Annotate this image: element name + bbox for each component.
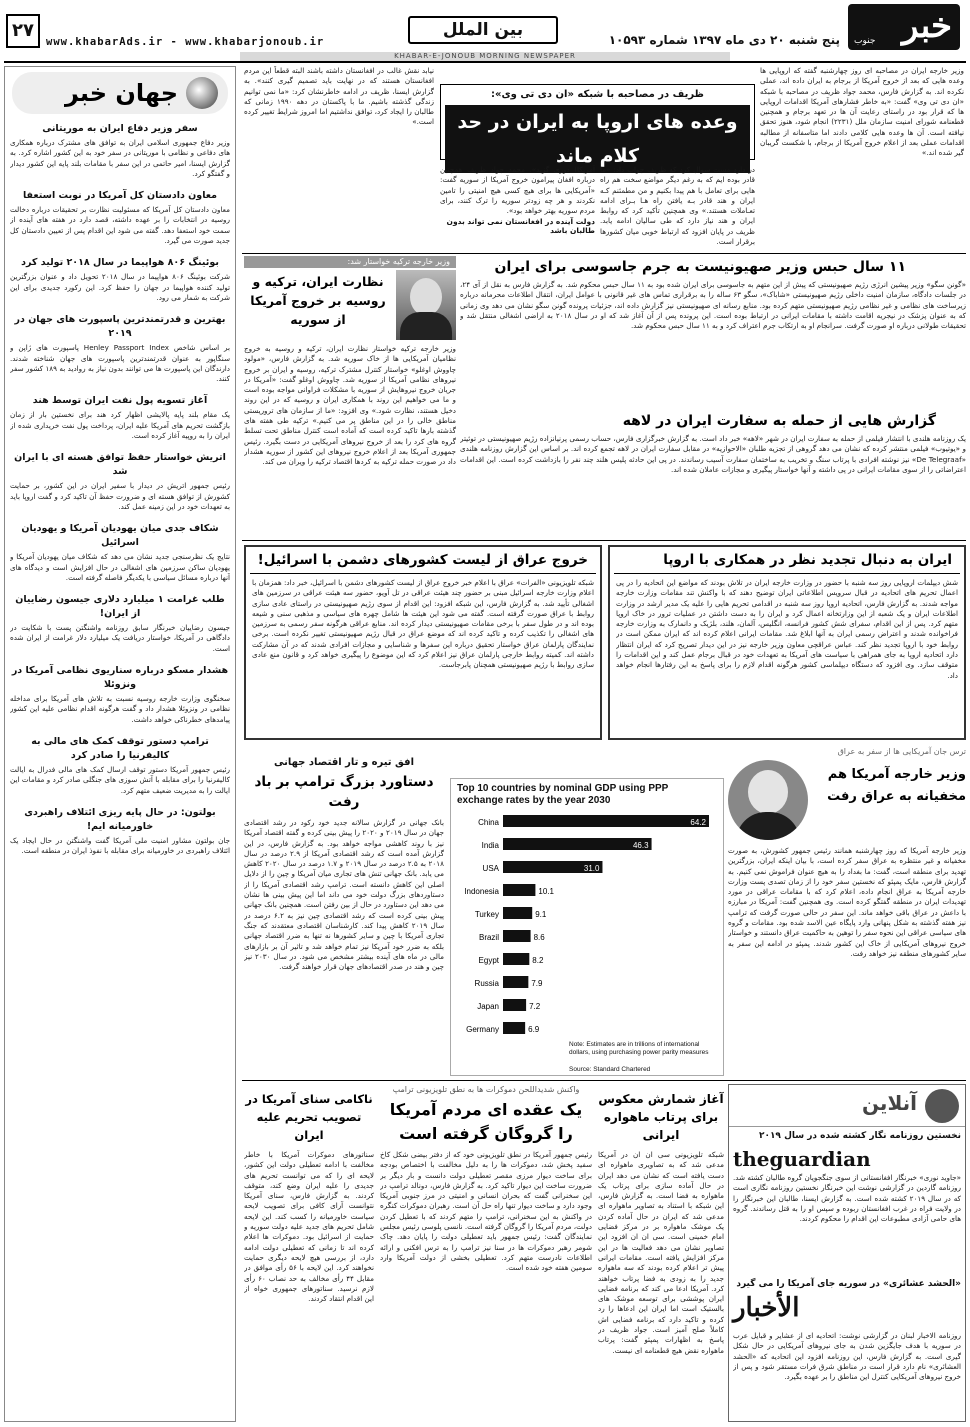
- pompeo-body: وزیر خارجه آمریکا که روز چهارشنبه همانند رئیس جمهور کشورش، به صورت مخفیانه و غیر منتظره به عراق سفر کرده است، با بیان اینکه ایران، بزرگترین تهدید برای منطقه است، گفت: ما بغداد را به هیچ عنوان فراموش نمی کنیم. به گزارش فارس، مایک پمپئو که نخستین سفر خود را از زمان تصدی پست وزارت خارجه آمریکا به عراق انجام داده، اعلام کرد که با مقامات عراقی در مورد تهدیدات ایران در منطقه گفتگو کرده است. وی همچنین گفت: آمریکا در مبارزه با داعش در عراق باقی خواهد ماند. این سفر در حالی صورت گرفت که ترامپ نیز هفته گذشته به شکل پنهانی وارد پایگاه عین الاسد شده بود. مقامات و گروه های سیاسی عراقی این نحوه سفر را توهین به حاکمیت عراق دانستند و خواستار خروج نیروهای آمریکایی از خاک این کشور شدند. پمپئو در ادامه این سفر به سایر کشورهای منطقه نیز خواهد رفت.: [728, 846, 966, 958]
- online-title: آنلاین: [861, 1091, 917, 1115]
- trump-kicker: واکنش شدیداللحن دموکرات ها به نطق تلویزیونی ترامپ: [392, 1085, 580, 1094]
- chart-category-label: Japan: [477, 1002, 499, 1011]
- senate-body: سناتورهای دموکرات آمریکا با خاطر مخالفت با ادامه تعطیلی دولت این کشور، لایحه ای را که می توانست تحریم های جدیدی را علیه ایران وضع کند، متوقف کردند. به گزارش فارس، سنای آمریکا نتوانست آرای کافی برای تصویب لایحه سیاست خاورمیانه را کسب کند. این لایحه شامل تحریم های جدید علیه دولت سوریه و حمایت از اسرائیل بود. دموکرات ها اعلام کرده اند تا زمانی که تعطیلی دولت ادامه دارد، از بررسی هیچ لایحه دیگری حمایت نخواهند کرد. این لایحه با ۵۶ رأی موافق در مقابل ۴۴ رأی مخالف به حد نصاب ۶۰ رأی لازم نرسید. سناتورهای جمهوری خواه از این اقدام انتقاد کردند.: [244, 1150, 374, 1304]
- pompeo-story: [728, 746, 966, 1074]
- sidebar-item-title: آغاز تسویه پول نفت ایران توسط هند: [32, 395, 208, 407]
- senate-title: ناکامی سنای آمریکا در تصویب تحریم علیه ایران: [245, 1092, 373, 1142]
- sidebar-item-body: رئیس جمهور آمریکا دستور توقف ارسال کمک های مالی فدرال به ایالت کالیفرنیا را برای مقابله با آتش سوزی های جنگلی صادر کرد و مقامات این ایالت را به مدیریت ضعیف متهم کرد.: [10, 764, 230, 795]
- lead-body-3-wrap: [440, 165, 595, 251]
- akhbar-logo: الأخبار: [733, 1293, 800, 1323]
- chart-bar: [503, 1022, 525, 1034]
- lead-col1: [760, 66, 964, 251]
- chart-note: Note: Estimates are in trillions of international dollars, using purchasing power parity measures: [569, 1041, 709, 1056]
- chart-category-label: Russia: [474, 979, 499, 988]
- page-number-text: ۲۷: [12, 20, 34, 41]
- spy-title: ۱۱ سال حبس وزیر صهیونیست به جرم جاسوسی برای ایران: [494, 259, 906, 275]
- sidebar-item-title: سفر وزیر دفاع ایران به موریتانی: [42, 123, 198, 134]
- reports-title: گزارش هایی از حمله به سفارت ایران در لاهه: [622, 413, 936, 429]
- satellite-body: شبکه تلویزیونی سی ان ان در آمریکا مدعی شد که به تصاویری ماهواره ای دست یافته است که نشان می دهد ایران در حال آماده سازی برای پرتاب یک ماهواره به فضا است. به گزارش فارس، این شبکه با استناد به تصاویر ماهواره ای مدعی شد که ایران در حال آماده کردن یک موشک ماهواره بر در مرکز فضایی امام خمینی است. سی ان ان افزود این تصاویر نشان می دهد فعالیت ها در این مرکز افزایش یافته است. مقامات ایرانی پیش تر اعلام کرده بودند که سه ماهواره جدید را به زودی به فضا پرتاب خواهند کرد. آمریکا ادعا می کند که برنامه فضایی ایران پوششی برای توسعه موشک های بالستیک است اما ایران این ادعاها را رد کرده و تاکید دارد که برنامه فضایی اش کاملاً صلح آمیز است. جواد ظریف در پاسخ به اظهارات پمپئو گفت: پرتاب ماهواره نقض هیچ قطعنامه ای نیست.: [598, 1150, 724, 1355]
- chart-category-label: USA: [482, 864, 499, 873]
- online-item2-title: «الحشد عشائری» در سوریه جای آمریکا را می گیرد: [736, 1279, 961, 1289]
- sidebar-item-body: جان بولتون مشاور امنیت ملی آمریکا گفت واشنگتن در حال ایجاد یک ائتلاف راهبردی در خاورمیانه برای مقابله با نفوذ ایران در منطقه است.: [10, 835, 230, 856]
- europe-title: ایران به دنبال تجدید نظر در همکاری با اروپا: [614, 547, 960, 574]
- sidebar-item-title: بوئینگ ۸۰۶ هواپیما در سال ۲۰۱۸ تولید کرد: [21, 257, 219, 269]
- chart-category-label: Egypt: [478, 956, 499, 965]
- economy-story: [244, 746, 444, 1074]
- english-strip: [240, 52, 730, 61]
- europe-story: [608, 545, 966, 740]
- sidebar-item-title: اتریش خواستار حفظ توافق هسته ای با ایران شد: [14, 452, 226, 478]
- sidebar-header: [12, 72, 228, 114]
- chart-value-label: 7.9: [531, 979, 543, 988]
- chart-source: Source: Standard Chartered: [569, 1066, 651, 1073]
- chart-category-label: China: [478, 818, 499, 827]
- chart-value-label: 9.1: [535, 910, 547, 919]
- trump-title: یک عقده ای مردم آمریکا را گروگان گرفته است: [389, 1100, 583, 1143]
- bottom-article-2: [380, 1084, 592, 1422]
- reports-body: یک روزنامه هلندی با انتشار فیلمی از حمله به سفارت ایران در شهر «لاهه» خبر داد است. به گزارش خبرگزاری فارس، حساب رسمی پرنیانزاده رژیم صهیونیستی در توئیتر و «یوتیوب» فیلمی منتشر کرده که نشان می دهد گروهی از تجزیه طلبان «الاحوازیه» در مقابل سفارت ایران در لاهه تجمع کرده اند. بر اساس این گزارش روزنامه هلندی «De Telegraaf» نیز نوشته افرادی با پرتاب سنگ و تخریب به ساختمان سفارت آسیب رساندند. در پی این حادثه پلیس هلند چند نفر را بازداشت کرده است. این اقدامات اعتراضاتی را از سوی مقامات ایرانی در پی داشته و آنها خواستار پیگیری و مجازات عاملان شده اند.: [460, 434, 966, 474]
- trump-body: رئیس جمهور آمریکا در نطق تلویزیونی خود که از دفتر بیضی شکل کاخ سفید پخش شد، دموکرات ها را به دلیل مخالفت با اختصاص بودجه برای ساخت دیوار مرزی مقصر تعطیلی دولت دانست و بار دیگر بر ضرورت ساخت این دیوار تاکید کرد. به گزارش فارس، دونالد ترامپ در این سخنرانی گفت که بحران انسانی و امنیتی در مرز جنوبی آمریکا وجود دارد و ساخت دیوار تنها راه حل آن است. رهبران دموکرات کنگره در واکنش به این سخنرانی، ترامپ را متهم کردند که با تعطیل کردن دولت، مردم آمریکا را گروگان گرفته است. نانسی پلوسی رئیس مجلس نمایندگان گفت: رئیس جمهور باید تعطیلی دولت را پایان دهد. چاک شومر رهبر دموکرات ها در سنا نیز ترامپ را به ترس افکنی و ارائه اطلاعات نادرست متهم کرد. تعطیلی بخشی از دولت آمریکا وارد سومین هفته خود شده است.: [380, 1150, 592, 1273]
- chart-bar: [503, 838, 652, 850]
- sidebar-item-body: بر اساس شاخص Henley Passport Index پاسپورت های ژاپن و سنگاپور به عنوان قدرتمندترین پاسپورت های جهان شناخته شدند. دارندگان این پاسپورت ها می توانند بدون نیاز به روادید به ۱۸۹ کشور سفر کنند.: [10, 343, 230, 384]
- spy-body: «گونن سگو» وزیر پیشین انرژی رژیم صهیونیستی که پیش از این متهم به جاسوسی برای ایران شده بود به ۱۱ سال حبس محکوم شد. به گزارش فارس به نقل از آی ۲۴، در جلسات دادگاه، سازمان امنیت داخلی رژیم صهیونیستی «شاباک»، سگو ۶۳ ساله را به برقراری تماس های غیر قانونی با عوامل ایران، انتقال اطلاعات محرمانه درباره زیرساخت های نظامی و غیر نظامی رژیم صهیونیستی متهم کرده بود. منابع رسانه ای صهیونیستی نیز گزارش داده اند، جزئیات پرونده گونن سگو نشان می دهد وی زمانی که به عنوان پزشک در نیجریه اقامت داشته با مقامات ایرانی در ارتباط بوده است. این پرونده پس از آن آغاز شد که او در سال ۲۰۱۸ به اراضی اشغالی منتقل شد و تحقیقات طولانی درباره او صورت گرفت. سرانجام او به ارتکاب جرم اعتراف کرد و به ۱۱ سال حبس محکوم شد.: [460, 280, 966, 331]
- chart-category-label: Indonesia: [464, 887, 499, 896]
- chart-bar: [503, 999, 526, 1011]
- newspaper-logo: [848, 4, 960, 50]
- online-item1-body: «جاوید نوری» خبرنگار افغانستانی از سوی جنگجویان گروه طالبان کشته شد. روزنامه گاردین در گزارشی نوشت این خبرنگار نخستین روزنامه نگاری است که در سال ۲۰۱۹ کشته شده است. به گزارش ایسنا، طالبان این خبرنگار را در ولایت فراه در غرب افغانستان ربوده و سپس او را به قتل رساندند. گروه های حامی آزادی مطبوعات این اقدام را محکوم کردند.: [733, 1173, 961, 1224]
- chart-value-label: 7.2: [529, 1002, 541, 1011]
- online-panel: [728, 1084, 966, 1422]
- lead-body-3: آمریکا) دوری گزید». محمد جواد ظریف همچنین درباره افغان پیرامون خروج آمریکا از سوریه گفت: «آمریکایی ها برای هیچ کسی هیچ امنیتی را تامین نکردند و هر چه زودتر سوریه را ترک کنند، برای مردم سوریه بهتر خواهد بود».: [440, 165, 595, 215]
- sidebar-item-body: یک مقام بلند پایه پالایشی اظهار کرد هند برای نخستین بار از زمان بازگشت تحریم های آمریکا علیه ایران، پرداخت پول نفت خریداری شده از ایران را به روپیه آغاز کرده است.: [10, 410, 230, 441]
- lead-kicker: ظریف در مصاحبه با شبکه «ان دی تی وی»:: [491, 89, 704, 100]
- economy-title: دستاورد بزرگ ترامپ بر باد رفت: [254, 774, 434, 810]
- sidebar-item-body: رئیس جمهور اتریش در دیدار با سفیر ایران در این کشور، بر حمایت کشورش از توافق هسته ای و ضرورت حفظ آن تاکید کرد و گفت اروپا باید به تعهدات خود در این زمینه عمل کند.: [10, 481, 230, 511]
- chart-bar: [503, 930, 531, 942]
- pompeo-kicker: ترس جان آمریکایی ها از سفر به عراق: [837, 747, 966, 756]
- chart-category-label: Brazil: [478, 933, 499, 942]
- chart-value-label: 8.2: [532, 956, 544, 965]
- sidebar-content: [10, 120, 230, 1418]
- chart-bar: [503, 953, 529, 965]
- pompeo-title: وزیر خارجه آمریکا هم مخفیانه به عراق رفت: [827, 767, 966, 804]
- chart-value-label: 46.3: [632, 841, 649, 850]
- chart-title: Top 10 countries by nominal GDP using PPP exchange rates by the year 2030: [457, 783, 669, 806]
- chart-value-label: 31.0: [583, 864, 600, 873]
- reports-story: [460, 410, 966, 538]
- section-title: [408, 16, 558, 44]
- turkey-body: وزیر خارجه ترکیه خواستار نظارت ایران، ترکیه و روسیه به خروج نظامیان آمریکایی ها از خاک سوریه شد. به گزارش فارس، «مولود چاووش اوغلو» خواستار کنترل مشترک ترکیه، روسیه و ایران بر خروج نیروهای نظامی آمریکا از سوریه شد. چاووش اوغلو گفت: «آمریکا در جریان خروج نیروهایش از سوریه با مشکلات فراوانی مواجه بوده است و ما می خواهیم این روند با همکاری ایران و روسیه که در این روند دخیل هستند، نظارت شود.» وی افزود: «ما از سازمان های تروریستی مناطق خالی را در این مناطق پر می کنیم.» ترکیه طی هفته های گذشته بارها تاکید کرده است که آماده است کنترل مناطق تحت تسلط گروه های کرد را بعد از خروج نیروهای آمریکایی در دست بگیرد. رئیس جمهوری آمریکا بعد از اعلام خروج نیروهای این کشور از سوریه هشدار داد در صورت حمله ترکیه به کردها اقتصاد ترکیه را ویران می کند.: [244, 344, 456, 467]
- cavusoglu-photo: [396, 270, 456, 340]
- logo-text: خبر: [901, 6, 952, 46]
- lead-title: وعده های اروپا به ایران در حد کلام ماند: [445, 105, 750, 173]
- online-item2-body: روزنامه الاخبار لبنان در گزارشی نوشت: اتحادیه ای از عشایر و قبایل عرب در سوریه با هدف جایگزین شدن به جای نیروهای آمریکایی در حال شکل گیری است. به گزارش فارس، این روزنامه افزود این اتحادیه که «الحشد العشائری» نام دارد قرار است در مناطق شرق فرات مستقر شود و پس از خروج نیروهای آمریکایی کنترل این مناطق را بر عهده بگیرد.: [733, 1331, 961, 1382]
- chart-bar: [503, 884, 535, 896]
- online-logo-icon: [925, 1089, 959, 1123]
- sidebar-item-body: نتایج یک نظرسنجی جدید نشان می دهد که شکاف میان یهودیان آمریکا و یهودیان ساکن سرزمین های اشغالی در حال افزایش است و دیدگاه های آنها درباره مسائل سیاسی با یکدیگر فاصله گرفته است.: [10, 552, 230, 582]
- sidebar-item-body: جیسون رضاییان خبرنگار سابق روزنامه واشنگتن پست با شکایت در دادگاهی در آمریکا، خواستار دریافت یک میلیارد دلار غرامت از ایران شده است.: [10, 623, 230, 653]
- lead-headline-box: [440, 84, 755, 167]
- sidebar-item-body: شرکت بوئینگ ۸۰۶ هواپیما در سال ۲۰۱۸ تحویل داد و عنوان بزرگترین تولید کننده هواپیما در جهان را حفظ کرد. این رکورد جدیدی برای این شرکت به شمار می رود.: [10, 272, 230, 302]
- turkey-story: [244, 256, 456, 538]
- logo-subtext: جنوب: [854, 36, 876, 46]
- site-urls[interactable]: www.khabarAds.ir - www.khabarjonoub.ir: [46, 36, 325, 48]
- iraq-title: خروج عراق از لیست کشورهای دشمن با اسرائیل!: [250, 547, 596, 574]
- lead-body-2: در دارد مست سوال کرد که ظریف جواب داد: «ما قادر بوده ایم که به رغم دیگر مواضع سخت هم راه هایی برای تعامل با هم پیدا بکنیم و من مطمئنم کـه ایران و هند قادر بـه یافتن راه هـا بـرای ادامه تعـاملات هستند.» وی همچنین تأکید کرد که روابط ایران و هند نیاز دارد که طی سالیان ادامه یابد. ظریف در پایان افزود که ارتباط خوبی میان کشورها برقرار است.: [600, 165, 755, 247]
- sidebar-item-title: ترامپ دستور توقف کمک های مالی به کالیفرنیا را صادر کرد: [31, 735, 209, 761]
- guardian-logo: theguardian: [733, 1147, 871, 1171]
- chart-value-label: 6.9: [528, 1025, 540, 1034]
- lead-subhead: دولت آینده در افغانستان نمی تواند بدون طالبان باشد: [446, 217, 595, 235]
- sidebar-item-body: معاون دادستان کل آمریکا که مسئولیت نظارت بر تحقیقات درباره دخالت روسیه در انتخابات را بر عهده داشته، قصد دارد در هفته های آینده از سمت خود استعفا دهد. گفته می شود این اقدام پس از تعیین دادستان کل جدید صورت می گیرد.: [10, 205, 230, 246]
- sidebar-item-title: شکاف جدی میان یهودیان آمریکا و یهودیان اسرائیل: [21, 523, 219, 549]
- sidebar-item-body: وزیر دفاع جمهوری اسلامی ایران به توافق های مشترک درباره همکاری های دفاعی و نظامی با موریتانی در سفر خود به این کشور اشاره کرد. به گزارش ایسنا، امیر حاتمی در این سفر با مقامات بلند پایه این کشور دیدار و گفتگو کرد.: [10, 138, 230, 178]
- english-name: KHABAR-E-JONOUB MORNING NEWSPAPER: [394, 52, 576, 60]
- chart-svg: [451, 811, 723, 1047]
- lead-rule: [242, 253, 966, 254]
- lower-rule: [242, 1080, 966, 1081]
- gdp-chart: [450, 778, 724, 1076]
- pompeo-photo: [728, 760, 808, 840]
- sidebar-item-title: هشدار مسکو درباره سناریوی نظامی آمریکا در ونزوئلا: [11, 665, 229, 691]
- chart-value-label: 10.1: [538, 887, 554, 896]
- section-title-text: بین الملل: [442, 20, 524, 40]
- masthead: [0, 0, 970, 60]
- economy-body: بانک جهانی در گزارش سالانه جدید خود رکود در رشد اقتصادی جهان در سال ۲۰۱۹ و ۲۰۲۰ را پیش بینی کرده و گفته اقتصاد آمریکا نیز با روند کاهشی مواجه خواهد بود. به گزارش فارس، در این گزارش آمده است که رشد اقتصادی آمریکا از ۲.۹ درصد در سال ۲۰۱۸ به ۲.۵ درصد در سال ۲۰۱۹ و ۱.۷ درصد در سال ۲۰۲۰ کاهش می یابد. بانک جهانی تنش های تجاری میان آمریکا و چین را از دلایل اصلی این کاهش دانسته است. ترامپ رشد اقتصادی آمریکا را از دستاوردهای بزرگ دولت خود می داند اما این پیش بینی ها نشان می دهد این دستاورد در حال از بین رفتن است. همچنین بانک جهانی پیش بینی کرده است که رشد اقتصادی چین نیز به ۶.۲ درصد در سال ۲۰۱۹ کاهش پیدا کند. کارشناسان اقتصادی معتقدند که جنگ تجاری آمریکا با چین و سایر کشورها نه تنها به ضرر اقتصاد جهانی بلکه به ضرر خود آمریکا نیز تمام خواهد شد و تاثیر آن بر بازارهای مالی در ماه های آینده بیشتر مشخص می شود. در سال ۲۰۳۰ نیز چین و هند در صدر اقتصادهای جهان قرار خواهند گرفت.: [244, 818, 444, 972]
- chart-category-label: India: [481, 841, 499, 850]
- sidebar-item-title: طلب غرامت ۱ میلیارد دلاری جیسون رضاییان از ایران!: [15, 594, 225, 620]
- chart-bar: [503, 907, 532, 919]
- satellite-title: آغاز شمارش معکوس برای پرتاب ماهواره ایرانی: [598, 1092, 724, 1142]
- online-item1-title: نخستین روزنامه نگار کشته شده در سال ۲۰۱۹: [758, 1131, 961, 1141]
- bottom-article-1: [598, 1084, 724, 1422]
- masthead-rule: [4, 61, 966, 63]
- chart-category-label: Turkey: [474, 910, 499, 919]
- sidebar-item-title: بهترین و قدرتمندترین پاسپورت های جهان در ۲۰۱۹: [14, 314, 226, 340]
- europe-body: شش دیپلمات اروپایی روز سه شنبه با حضور در وزارت خارجه ایران در تلاش بودند که مواضع این اتحادیه را در پی اعمال تحریم های اتحادیه در قبال سرویس اطلاعاتی ایران توضیح دهند که با واکنش تند مقامات وزارت خارجه مواجه شدند. به گزارش فارس، اتحادیه اروپا روز سه شنبه در اقدامی تحریم هایی را علیه یک مدیر ارشد در وزارت اطلاعات ایران و یک شعبه از این وزارتخانه اعمال کرد و ایران را به دست داشتن در عملیات ترور در خاک اروپا متهم کرد. پس از این اقدام، سفرای شش کشور فرانسه، انگلیس، آلمان، هلند، بلژیک و دانمارک به وزارت خارجه فراخوانده شدند و اعتراض رسمی ایران به آنها ابلاغ شد. مقامات ایرانی اعلام کرده اند که ایران ممکن است در روابط خود با اروپا تجدید نظر کند. عباس عراقچی معاون وزیر خارجه نیز در این دیدار تصریح کرد که ایران انتظار دارد اتحادیه اروپا به جای همراهی با سیاست های آمریکا به تعهدات خود در قبال برجام عمل کند و این اقدامات را متوقف سازد. وی افزود که دستگاه دیپلماسی کشور هرگونه اقدام لازم را برای پاسخ به این رفتارها انجام خواهد داد.: [616, 578, 958, 680]
- mid-rule: [242, 540, 966, 541]
- iraq-body: شبکه تلویزیونی «الفرات» عراق با اعلام خبر خروج عراق از لیست کشورهای دشمن با اسرائیل، خبر داد: همزمان با اعلام وزارت خارجه اسرائیل مبنی بر حضور چند هیئت عراقی در تل آویو، حضور سه هیئت عراقی در سرزمین های اشغالی تأیید شد. به گزارش فارس، این شبکه افزود: این اقدام از سوی رژیم صهیونیستی در راستای عادی سازی روابط با عراق صورت گرفته است. گفته می شود این هیئت ها شامل چهره های سیاسی و مذهبی سنی و شیعه بوده اند و در طول سفر با برخی مقامات صهیونیستی دیدار کرده اند. منابع عراقی هرگونه سفر رسمی به سرزمین های اشغالی را تکذیب کرده و تاکید کرده اند که موضع عراق در قبال رژیم صهیونیستی تغییر نکرده است. برخی نمایندگان پارلمان عراق خواستار تحقیق درباره این سفرها و شناسایی و مجازات افرادی شدند که در آن مشارکت داشته اند. کمیته روابط خارجی پارلمان عراق نیز اعلام کرد که این موضوع را پیگیری خواهد کرد و قانون منع عادی سازی روابط با رژیم صهیونیستی همچنان پابرجاست.: [252, 578, 594, 670]
- iraq-story: [244, 545, 602, 740]
- chart-value-label: 64.2: [690, 818, 706, 827]
- turkey-kicker-bar: وزیر خارجه ترکیه خواستار شد:: [244, 256, 456, 268]
- online-header: [729, 1085, 965, 1127]
- economy-kicker: افق تیره و تار اقتصاد جهانی: [273, 757, 415, 768]
- globe-icon: [186, 77, 218, 109]
- chart-bar: [503, 815, 709, 827]
- chart-value-label: 8.6: [533, 933, 545, 942]
- turkey-title: نظارت ایران، ترکیه و روسیه بر خروج آمریکا از سوریه: [250, 274, 386, 327]
- sidebar-item-title: معاون دادستان کل آمریکا در نوبت استعفا: [22, 190, 218, 202]
- lead-body-1: وزیر خارجه ایران در مصاحبه ای روز چهارشنبه گفته که اروپایی ها وعده هایی که بعد از خروج آمریکا از برجام به ایران داده اند، عملی نکرده اند. به گزارش فارس، محمد جواد ظریف در مصاحبه با شبکه «ان دی تی وی» گفت: «به خاطر فشارهای آمریکا اقدامات اروپایی ها که قرار بود در راستای رعایت آن ها در تعهد برجام و همچنین قطعنامه شورای امنیت سازمان ملل (۲۲۳۱) انجام شود، هنوز تحقق نیافته است. آن ها وعده هایی کلامی دادند اما متاسفانه از مطالبه اقدامات عملی بعد از اعلام خروج آمریکا از برجام، با شکست گریبان گیر شده اند.»: [760, 66, 964, 158]
- bottom-article-3: [244, 1084, 374, 1422]
- date-line: پنج شنبه ۲۰ دی ماه ۱۳۹۷ شماره ۱۰۵۹۳: [608, 33, 840, 47]
- sidebar-item-title: بولتون: در حال پایه ریزی ائتلاف راهبردی خاورمیانه ایم!: [24, 806, 216, 832]
- page-number: [6, 14, 40, 48]
- chart-bar: [503, 976, 528, 988]
- sidebar-title: جهان خبر: [64, 79, 178, 107]
- chart-category-label: Germany: [466, 1025, 499, 1034]
- spy-story: [460, 256, 966, 408]
- sidebar-item-body: سخنگوی وزارت خارجه روسیه نسبت به تلاش های آمریکا برای مداخله نظامی در ونزوئلا هشدار داد و گفت هرگونه اقدام نظامی علیه این کشور پیامدهای خطرناکی خواهد داشت.: [10, 694, 230, 724]
- lead-body-4: نیابد نقش غالب در افغانستان داشته باشند البته قطعاً این مردم افغانستان هستند که در نهایت باید تصمیم گیری کنند». به گزارش ایسنا، ظریف در ادامه خاطرنشان کرد: «ما نمی توانیم زندگی گذشته باشیم. ما با پاکستان در دهه ۱۹۹۰ زمانی که طالبان را ایجاد کرد، توافق نداشتیم اما امروز شرایط تغییر کرده است.»: [244, 66, 434, 127]
